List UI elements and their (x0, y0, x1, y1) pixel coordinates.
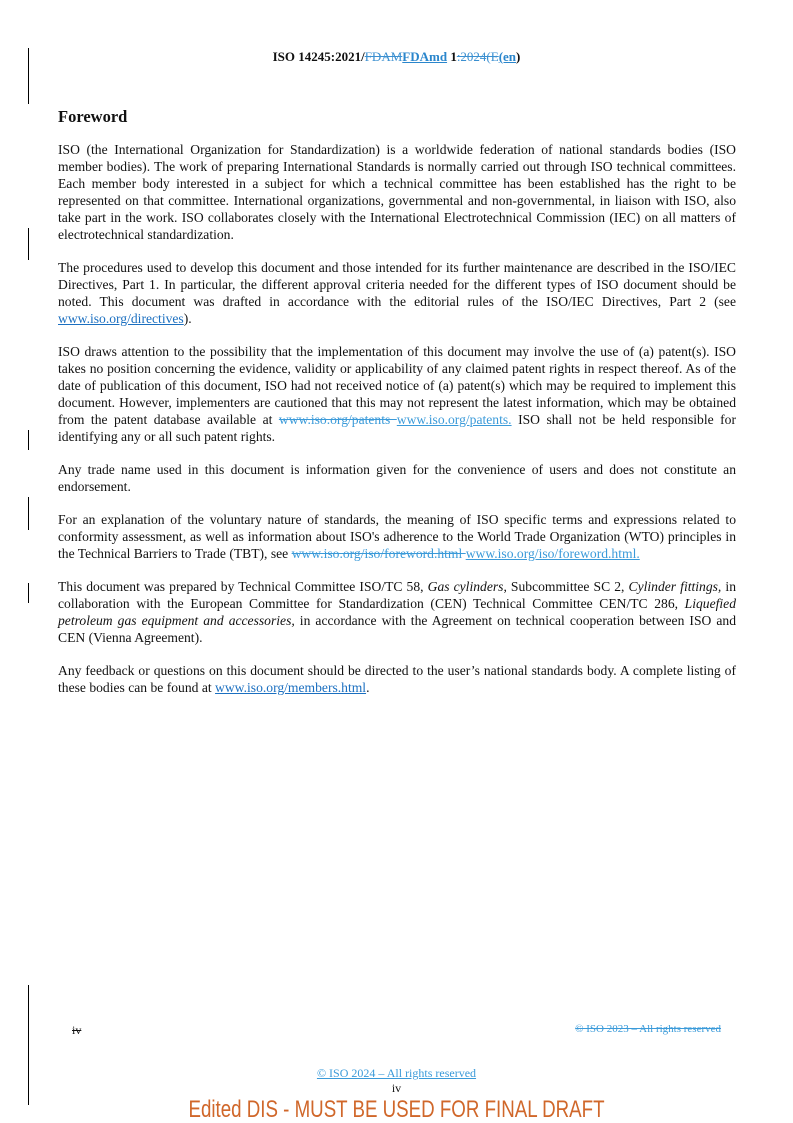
deleted-link[interactable]: www.iso.org/patents (278, 412, 397, 427)
paragraph-text: in collaboration with the European Committee for Standardization (CEN) Technical Committee CEN/TC 286, (58, 579, 736, 611)
paragraph (58, 343, 736, 445)
paragraph-text: This document was prepared by Technical Committee ISO/TC 58, (58, 579, 428, 594)
inserted-link[interactable]: www.iso.org/patents. (396, 412, 512, 427)
paragraph-text: in accordance with the Agreement on technical cooperation between ISO and CEN (Vienna Agreement). (58, 613, 736, 645)
paragraph-text: , Subcommittee SC 2, (503, 579, 629, 594)
deleted-link[interactable]: www.iso.org/iso/foreword.html (291, 546, 466, 561)
change-bar (28, 497, 29, 530)
paragraph-text: ISO (the International Organization for Standardization) is a worldwide federation of national standards bodies (ISO member bodies). The work of preparing International Standards is normally carried out through ISO technical committees. Each member body interested in a subject for which a technical committee has been established has the right to be represented on that committee. International organizations, governmental and non-governmental, in liaison with ISO, also take part in the work. ISO collaborates closely with the International Electrotechnical Commission (IEC) on all matters of electrotechnical standardization. (58, 142, 736, 242)
change-bar (28, 228, 29, 260)
link[interactable]: www.iso.org/members.html (215, 680, 367, 695)
inserted-link[interactable]: www.iso.org/iso/foreword.html. (465, 546, 640, 561)
paragraph-text: The procedures used to develop this document and those intended for its further maintenance are described in the ISO/IEC Directives, Part 1. In particular, the different approval criteria needed for the different types of ISO document should be noted. This document was drafted in accordance with the editorial rules of the ISO/IEC Directives, Part 2 (see (58, 260, 736, 309)
paragraph-text: . (366, 680, 370, 695)
foreword-body (58, 141, 736, 712)
paragraph-text: Any trade name used in this document is information given for the convenience of users and does not constitute an endorsement. (58, 462, 736, 494)
header-prefix: ISO 14245:2021/ (272, 49, 365, 64)
italic-text: Liquefied petroleum gas equipment and accessories, (58, 596, 736, 628)
header-middle: 1 (447, 49, 457, 64)
copyright-inserted: © ISO 2024 – All rights reserved (316, 1066, 477, 1080)
paragraph-text: ISO shall not be held responsible for identifying any or all such patent rights. (58, 412, 736, 444)
paragraph (58, 141, 736, 243)
link[interactable]: www.iso.org/directives (58, 311, 184, 326)
header-deleted-text: :2024(E (456, 49, 499, 64)
header-inserted-text: FDAmd (402, 49, 448, 64)
paragraph-text: ). (183, 311, 192, 326)
document-header (0, 49, 793, 65)
header-suffix: ) (516, 49, 521, 64)
italic-text: Gas cylinders (427, 579, 504, 594)
italic-text: Cylinder fittings, (628, 579, 722, 594)
section-title: Foreword (58, 107, 128, 126)
paragraph (58, 259, 736, 327)
paragraph (58, 511, 736, 562)
draft-watermark: Edited DIS - MUST BE USED FOR FINAL DRAFT (188, 1096, 605, 1123)
header-deleted-text: FDAM (364, 49, 403, 64)
header-inserted-text: (en (498, 49, 517, 64)
paragraph (58, 662, 736, 696)
paragraph (58, 461, 736, 495)
page-number: iv (391, 1081, 402, 1095)
page-number-deleted: iv (72, 1023, 82, 1037)
change-bar (28, 583, 29, 603)
paragraph-text: Any feedback or questions on this document should be directed to the user’s national standards body. A complete listing of these bodies can be found at (58, 663, 736, 695)
change-bar (28, 430, 29, 450)
paragraph-text: For an explanation of the voluntary nature of standards, the meaning of ISO specific terms and expressions related to conformity assessment, as well as information about ISO's adherence to the World Trade Organization (WTO) principles in the Technical Barriers to Trade (TBT), see (58, 512, 736, 561)
paragraph-text: ISO draws attention to the possibility that the implementation of this document may involve the use of (a) patent(s). ISO takes no position concerning the evidence, validity or applicability of any claimed patent rights in respect thereof. As of the date of publication of this document, ISO had not received notice of (a) patent(s) which may be required to implement this document. However, implementers are cautioned that this may not represent the latest information, which may be obtained from the patent database available at (58, 344, 736, 427)
paragraph (58, 578, 736, 646)
copyright-deleted: © ISO 2023 – All rights reserved (575, 1023, 721, 1035)
